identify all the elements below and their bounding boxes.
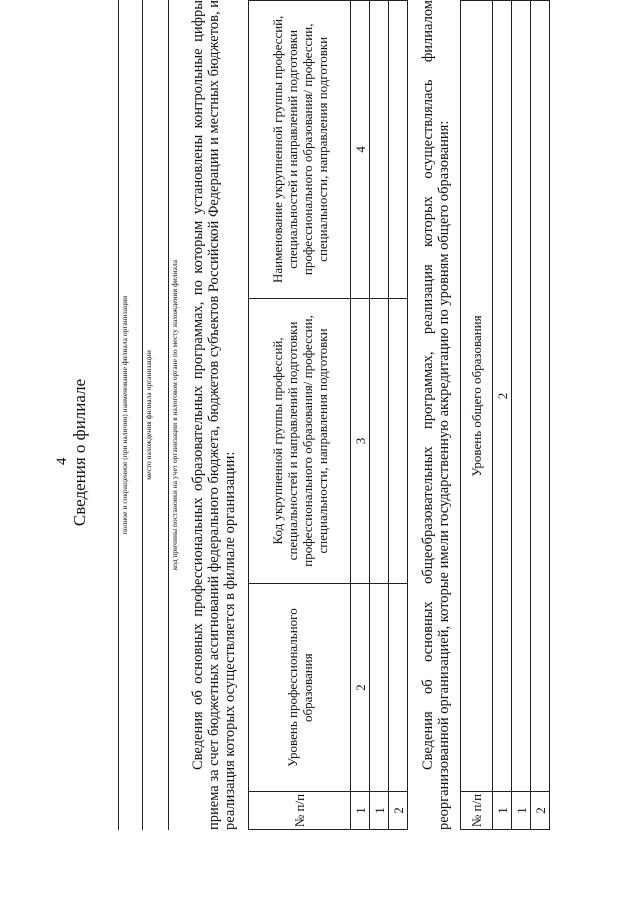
row-level [370,584,389,792]
kpp-line [168,0,169,830]
table-row [531,1,550,830]
table-row [512,1,531,830]
row-number: 1 [370,792,389,830]
colnum-2: 2 [493,1,512,792]
name-caption: полное и сокращенное (при наличии) наименование филиала организации [120,295,129,535]
col-number-header: № п/п [461,792,493,830]
row-level [389,584,408,792]
row-number: 2 [389,792,408,830]
general-header-row [461,1,493,830]
colnum-1: 1 [351,792,370,830]
table-row [389,1,408,830]
col-name-header: Наименование укрупненной группы профессий, специальностей и направлений подготовки профессионального образования/ профессии, специальности, направления подготовки [249,1,351,299]
col-general-level-header: Уровень общего образования [461,1,493,792]
table-row [370,1,389,830]
kpp-caption: код причины постановки на учет организации в налоговом органе по месту нахождения филиала [170,259,179,571]
page-title: Сведения о филиале [70,378,89,527]
colnum-4: 4 [351,1,370,299]
row-name [389,1,408,299]
col-level-header: Уровень профессионального образования [249,584,351,792]
programs-column-numbers [351,1,370,830]
row-number: 1 [512,792,531,830]
row-general-level [512,1,531,792]
programs-header-row [249,1,351,830]
page-number: 4 [54,457,70,465]
name-line [118,0,119,830]
colnum-2: 2 [351,584,370,792]
location-line [142,0,143,830]
section2-intro: Сведения об основных общеобразовательных программах, реализация которых осуществлялась филиалом реорганизованной организацией, которые имели государственную аккредитацию по уровням общего образования: [420,0,452,830]
row-general-level [531,1,550,792]
section1-intro: Сведения об основных профессиональных образовательных программах, по которым установлены контрольные цифры приема за счет бюджетных ассигнований федерального бюджета, бюджетов субъектов Российской Федерации и местных бюджетов, и реализация которых осуществляется в филиале организации: [190,0,238,830]
row-code [389,298,408,584]
row-name [370,1,389,299]
colnum-1: 1 [493,792,512,830]
general-programs-table [460,0,550,830]
programs-table [248,0,408,830]
location-caption: место нахождения филиала организации [144,350,153,480]
col-code-header: Код укрупненной группы профессий, специальностей и направлений подготовки профессионального образования/ профессии, специальности, направления подготовки [249,298,351,584]
colnum-3: 3 [351,298,370,584]
col-number-header: № п/п [249,792,351,830]
general-column-numbers [493,1,512,830]
row-code [370,298,389,584]
row-number: 2 [531,792,550,830]
